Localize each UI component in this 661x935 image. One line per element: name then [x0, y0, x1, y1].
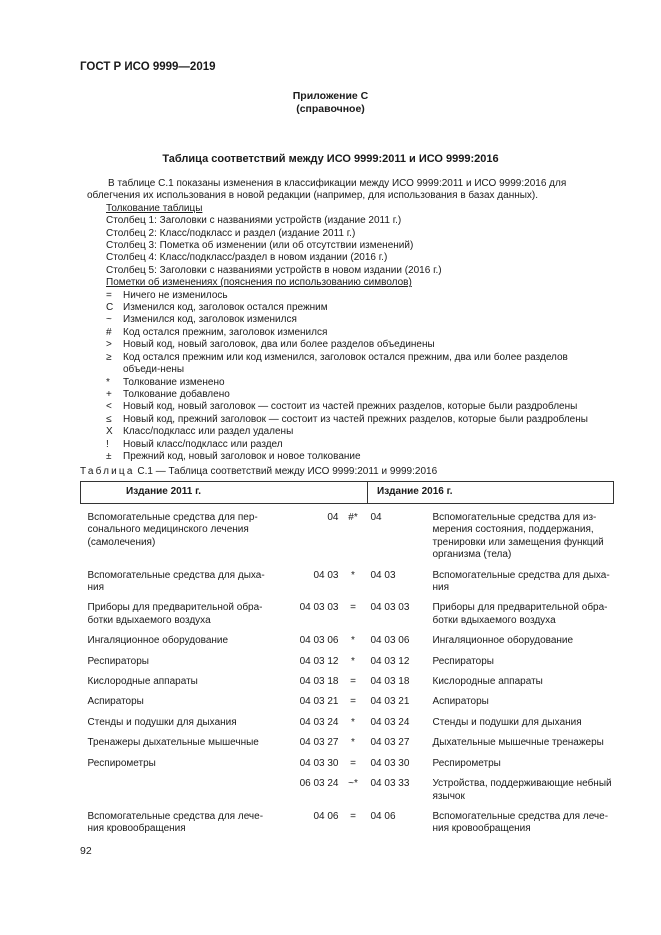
legend-item: [106, 439, 607, 451]
legend-text: Изменился код, заголовок остался прежним: [123, 302, 328, 314]
legend-item: [106, 327, 607, 339]
old-title-cell: Приборы для предварительной обра-ботки вдыхаемого воздуха: [87, 602, 263, 626]
table-row: [81, 717, 614, 737]
legend-symbol: !: [106, 438, 109, 450]
table-row: [81, 676, 614, 696]
legend-item: [106, 401, 607, 413]
intro-paragraph: В таблице С.1 показаны изменения в классификации между ИСО 9999:2011 и ИСО 9999:2016 для облегчения их использования в новой редакции (например, для использования в базах данных).: [87, 178, 567, 202]
appendix-title: Приложение C: [292, 90, 369, 102]
new-code-cell: 04 03 18: [370, 676, 410, 688]
old-code-cell: 04: [327, 512, 339, 523]
old-title-cell: Вспомогательные средства для дыха-ния: [87, 569, 265, 594]
new-title-cell: Приборы для предварительной обра-ботки вдыхаемого воздуха: [432, 602, 608, 626]
header-2016: Издание 2016 г.: [368, 482, 614, 504]
old-title-cell: Тренажеры дыхательные мышечные: [87, 737, 259, 749]
legend-text: Изменился код, заголовок изменился: [123, 314, 297, 326]
change-mark-cell: *: [351, 716, 355, 728]
change-mark-cell: =: [350, 602, 356, 614]
column-description: Столбец 4: Класс/подкласс/раздел в новом издании (2016 г.): [106, 252, 388, 264]
legend-item: [106, 426, 607, 438]
old-code-cell: 04 03 03: [299, 602, 339, 614]
correspondence-table: [80, 481, 614, 844]
document-code: ГОСТ Р ИСО 9999—2019: [80, 61, 216, 73]
legend-item: [106, 314, 607, 326]
old-code-cell: 04 06: [313, 810, 339, 822]
old-code-cell: 04 03: [313, 569, 339, 581]
legend-item: [106, 451, 607, 463]
legend-text: Код остался прежним, заголовок изменился: [123, 326, 328, 338]
old-code-cell: 04 03 06: [299, 635, 339, 647]
column-description: Столбец 2: Класс/подкласс и раздел (издание 2011 г.): [106, 227, 356, 239]
legend-symbol: C: [106, 302, 114, 314]
legend-item: [106, 377, 607, 389]
legend-text: Новый код, новый заголовок — состоит из частей прежних разделов, которые были раздроблены: [123, 401, 578, 413]
legend-text: Класс/подкласс или раздел удалены: [123, 426, 294, 438]
legend-symbol: *: [106, 376, 110, 388]
new-code-cell: 04 03 33: [370, 778, 410, 790]
new-code-cell: 04 03: [370, 569, 396, 581]
old-code-cell: 04 03 24: [299, 716, 339, 728]
section-title: Таблица соответствий между ИСО 9999:2011 и ИСО 9999:2016: [162, 153, 499, 165]
new-code-cell: 04 03 24: [370, 716, 410, 728]
intro-section: [87, 178, 607, 463]
old-title-cell: Стенды и подушки для дыхания: [87, 716, 237, 728]
change-mark-cell: =: [350, 810, 356, 822]
change-mark-cell: *: [351, 737, 355, 749]
new-code-cell: 04 03 03: [370, 602, 410, 614]
legend-symbol: >: [106, 339, 112, 351]
old-code-cell: 04 03 30: [299, 757, 339, 769]
old-title-cell: Респираторы: [87, 655, 149, 667]
table-row: [81, 602, 614, 635]
new-title-cell: Ингаляционное оборудование: [432, 635, 574, 647]
old-title-cell: Респирометры: [87, 757, 156, 769]
table-row: [81, 696, 614, 716]
legend-item: [106, 290, 607, 302]
new-title-cell: Стенды и подушки для дыхания: [432, 716, 582, 728]
old-title-cell: Аспираторы: [87, 696, 144, 708]
legend-text: Новый код, прежний заголовок — состоит из частей прежних разделов, которые были раздроблены: [123, 413, 588, 425]
old-title-cell: Вспомогательные средства для пер-сонального медицинского лечения (самолечения): [87, 512, 258, 548]
legend-list: [87, 290, 607, 464]
table-header-row: [81, 482, 614, 504]
old-code-cell: 06 03 24: [299, 778, 339, 790]
header-2011: Издание 2011 г.: [81, 482, 368, 504]
appendix-subtitle: (справочное): [296, 103, 365, 115]
change-mark-cell: =: [350, 696, 356, 708]
column-description: Столбец 1: Заголовки с названиями устройств (издание 2011 г.): [106, 215, 402, 227]
legend-heading: Пометки об изменениях (пояснения по использованию символов): [106, 277, 412, 289]
table-row: [81, 656, 614, 676]
change-mark-cell: =: [350, 757, 356, 769]
legend-text: Прежний код, новый заголовок и новое толкование: [123, 450, 361, 462]
table-caption-text: С.1 — Таблица соответствий между ИСО 9999:2011 и 9999:2016: [137, 466, 438, 477]
table-row: [81, 758, 614, 778]
change-mark-cell: ~*: [348, 778, 358, 790]
change-mark-cell: =: [350, 676, 356, 688]
table-row: [81, 635, 614, 655]
legend-item: [106, 339, 607, 351]
column-description: Столбец 3: Пометка об изменении (или об отсутствии изменений): [106, 240, 414, 252]
new-title-cell: Аспираторы: [432, 696, 489, 708]
old-title-cell: [81, 778, 271, 811]
legend-item: [106, 389, 607, 401]
legend-text: Ничего не изменилось: [123, 289, 228, 301]
legend-text: Толкование изменено: [123, 376, 225, 388]
legend-symbol: #: [106, 326, 112, 338]
old-code-cell: 04 03 18: [299, 676, 339, 688]
change-mark-cell: *: [351, 569, 355, 581]
table-row: [81, 811, 614, 844]
legend-symbol: ≥: [106, 351, 112, 363]
new-code-cell: 04: [370, 512, 382, 523]
legend-text: Код остался прежним или код изменился, заголовок остался прежним, два или более разделов объеди-нены: [123, 351, 568, 376]
legend-symbol: ~: [106, 314, 112, 326]
table-caption-prefix: Таблица: [80, 466, 135, 477]
new-code-cell: 04 03 06: [370, 635, 410, 647]
change-mark-cell: *: [351, 635, 355, 647]
new-code-cell: 04 03 12: [370, 655, 410, 667]
appendix-heading: [0, 90, 661, 116]
new-title-cell: Респирометры: [432, 757, 501, 769]
legend-item: [106, 414, 607, 426]
legend-symbol: X: [106, 426, 113, 438]
change-mark-cell: #*: [348, 512, 358, 523]
legend-symbol: ≤: [106, 413, 112, 425]
new-title-cell: Вспомогательные средства для дыха-ния: [432, 569, 610, 594]
old-code-cell: 04 03 21: [299, 696, 339, 708]
old-code-cell: 04 03 27: [299, 737, 339, 749]
old-title-cell: Вспомогательные средства для лече-ния кровообращения: [87, 810, 264, 835]
legend-text: Толкование добавлено: [123, 388, 230, 400]
legend-text: Новый код, новый заголовок, два или более разделов объединены: [123, 339, 435, 351]
old-title-cell: Ингаляционное оборудование: [87, 635, 229, 647]
legend-text: Новый класс/подкласс или раздел: [123, 438, 283, 450]
new-code-cell: 04 03 30: [370, 757, 410, 769]
change-mark-cell: *: [351, 655, 355, 667]
table-caption: [80, 466, 437, 478]
table-row: [81, 504, 614, 570]
legend-symbol: <: [106, 401, 112, 413]
legend-item: [106, 302, 607, 314]
new-code-cell: 04 06: [370, 810, 396, 822]
legend-item: [106, 352, 607, 377]
table-explanation-heading: Толкование таблицы: [106, 202, 203, 214]
old-title-cell: Кислородные аппараты: [87, 676, 198, 688]
new-title-cell: Вспомогательные средства для лече-ния кровообращения: [432, 810, 609, 835]
legend-symbol: ±: [106, 450, 112, 462]
table-row: [81, 778, 614, 811]
new-code-cell: 04 03 21: [370, 696, 410, 708]
table-row: [81, 570, 614, 603]
legend-symbol: =: [106, 289, 112, 301]
new-title-cell: Дыхательные мышечные тренажеры: [432, 737, 604, 749]
new-title-cell: Респираторы: [432, 655, 494, 667]
column-description: Столбец 5: Заголовки с названиями устройств в новом издании (2016 г.): [106, 264, 442, 276]
old-code-cell: 04 03 12: [299, 655, 339, 667]
legend-symbol: +: [106, 388, 112, 400]
page-number: 92: [80, 845, 92, 857]
new-code-cell: 04 03 27: [370, 737, 410, 749]
new-title-cell: Кислородные аппараты: [432, 676, 543, 688]
new-title-cell: Устройства, поддерживающие небный язычок: [432, 778, 612, 802]
new-title-cell: Вспомогательные средства для из-мерения состояния, поддержания, тренировки или замещения функций организма (тела): [432, 512, 604, 561]
table-row: [81, 737, 614, 757]
